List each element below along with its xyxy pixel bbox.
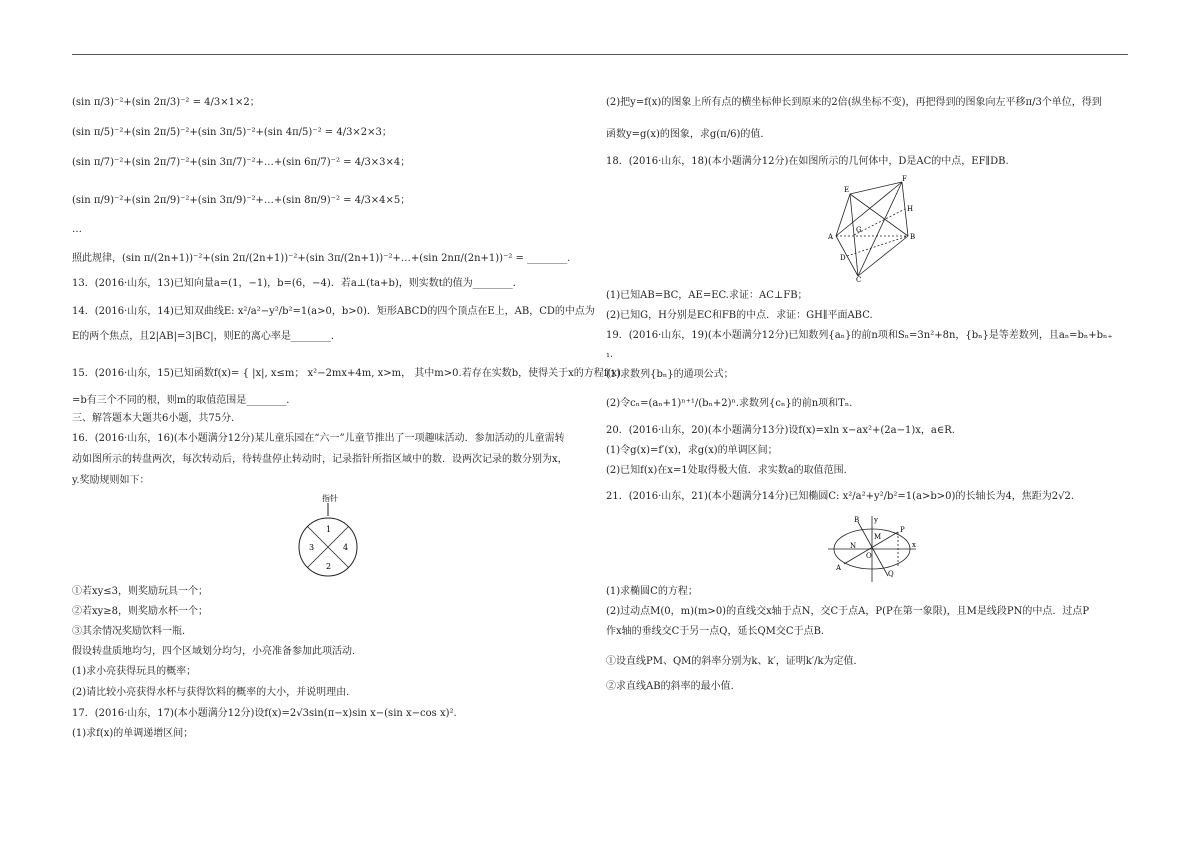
sector-label: 3 — [309, 543, 315, 552]
point-label: P — [900, 526, 905, 534]
text-line: ③其余情况奖励饮料一瓶． — [72, 626, 192, 637]
question-17: 17．(2016·山东，17)(本小题满分12分)设f(x)=2√3sin(π−x)sin x−(sin x−cos x)². — [72, 708, 457, 719]
point-label: A — [836, 564, 842, 572]
vertex-label: F — [902, 175, 907, 183]
text-line: 照此规律，(sin π/(2n+1))⁻²+(sin 2π/(2n+1))⁻²+(sin 3π/(2n+1))⁻²+…+(sin 2nπ/(2n+1))⁻² = ________. — [72, 253, 571, 264]
text-line: (2)把y=f(x)的图象上所有点的横坐标伸长到原来的2倍(纵坐标不变)，再把得到的图象向左平移π/3个单位，得到 — [606, 97, 1102, 108]
text-line: (sin π/5)⁻²+(sin 2π/5)⁻²+(sin 3π/5)⁻²+(sin 4π/5)⁻² = 4/3×2×3； — [72, 127, 392, 138]
vertex-label: G — [856, 226, 862, 234]
text-line: (sin π/7)⁻²+(sin 2π/7)⁻²+(sin 3π/7)⁻²+…+(sin 6π/7)⁻² = 4/3×3×4； — [72, 157, 411, 168]
question-20: 20．(2016·山东，20)(本小题满分13分)设f(x)=xln x−ax²+(2a−1)x，a∈R. — [606, 425, 955, 436]
point-label: O — [866, 552, 872, 560]
header-rule — [72, 54, 1128, 55]
text-line: E的两个焦点，且2|AB|=3|BC|，则E的离心率是________． — [72, 331, 341, 342]
text-line: (2)过动点M(0，m)(m>0)的直线交x轴于点N，交C于点A，P(P在第一象限)，且M是线段PN的中点．过点P — [606, 606, 1090, 617]
text-line: (2)请比较小亮获得水杯与获得饮料的概率的大小，并说明理由． — [72, 687, 357, 698]
text-line: ②若xy≥8，则奖励水杯一个； — [72, 606, 209, 617]
solid-figure — [816, 172, 928, 282]
text-line: (sin π/3)⁻²+(sin 2π/3)⁻² = 4/3×1×2； — [72, 97, 260, 108]
vertex-label: C — [856, 276, 862, 282]
point-label: y — [874, 516, 878, 524]
pointer-label: 指针 — [322, 494, 338, 503]
text-line: (1)令g(x)=f′(x)，求g(x)的单调区间； — [606, 445, 778, 456]
text-line: (1)求f(x)的单调递增区间； — [72, 728, 194, 739]
question-16: 16．(2016·山东，16)(本小题满分12分)某儿童乐园在“六一”儿童节推出了一项趣味活动．参加活动的儿童需转 — [72, 433, 565, 444]
text-line: (2)已知G，H分别是EC和FB的中点．求证：GH∥平面ABC. — [606, 310, 873, 321]
text-line: ①若xy≤3，则奖励玩具一个； — [72, 586, 209, 597]
text-line: … — [72, 224, 82, 235]
text-line: 作x轴的垂线交C于另一点Q，延长QM交C于点B. — [606, 626, 825, 637]
text-line: (sin π/9)⁻²+(sin 2π/9)⁻²+(sin 3π/9)⁻²+…+(sin 8π/9)⁻² = 4/3×4×5； — [72, 195, 411, 206]
text-line: ①设直线PM、QM的斜率分别为k、k′，证明k′/k为定值． — [606, 656, 864, 667]
text-line: (2)已知f(x)在x=1处取得极大值．求实数a的取值范围． — [606, 465, 854, 476]
vertex-label: H — [907, 205, 914, 213]
text-line: (1)求数列{bₙ}的通项公式； — [606, 369, 734, 380]
text-line: (1)求椭圆C的方程； — [606, 586, 698, 597]
ellipse-figure — [826, 514, 918, 584]
question-21: 21．(2016·山东，21)(本小题满分14分)已知椭圆C: x²/a²+y²/b²=1(a>b>0)的长轴长为4，焦距为2√2. — [606, 491, 1075, 502]
section-heading: 三、解答题本大题共6小题，共75分． — [72, 413, 242, 424]
sector-label: 1 — [326, 525, 332, 534]
point-label: B — [854, 516, 860, 524]
question-19: 19．(2016·山东，19)(本小题满分12分)已知数列{aₙ}的前n项和Sₙ=3n²+8n，{bₙ}是等差数列，且aₙ=bₙ+bₙ₊ — [606, 330, 1113, 341]
vertex-label: B — [910, 233, 916, 241]
question-15: 15．(2016·山东，15)已知函数f(x)= { |x|, x≤m； x²−2mx+4m, x>m， 其中m>0.若存在实数b，使得关于x的方程f(x) — [72, 368, 621, 379]
question-13: 13．(2016·山东，13)已知向量a=(1，−1)，b=(6，−4)．若a⊥(ta+b)，则实数t的值为________． — [72, 278, 523, 289]
sector-label: 4 — [343, 543, 349, 552]
text-line: (2)令cₙ=(aₙ+1)ⁿ⁺¹/(bₙ+2)ⁿ.求数列{cₙ}的前n项和Tₙ. — [606, 398, 853, 409]
question-18: 18．(2016·山东，18)(本小题满分12分)在如图所示的几何体中，D是AC的中点，EF∥DB. — [606, 156, 1009, 167]
point-label: Q — [888, 570, 894, 578]
point-label: x — [912, 541, 916, 549]
text-line: ₁. — [606, 349, 614, 360]
text-line: 假设转盘质地均匀，四个区域划分均匀，小亮准备参加此项活动． — [72, 646, 362, 657]
question-14: 14．(2016·山东，14)已知双曲线E: x²/a²−y²/b²=1(a>0，b>0)．矩形ABCD的四个顶点在E上，AB，CD的中点为 — [72, 306, 595, 317]
vertex-label: D — [840, 254, 846, 262]
text-line: 动如图所示的转盘两次，每次转动后，待转盘停止转动时，记录指针所指区域中的数．设两次记录的数分别为x， — [72, 454, 568, 465]
text-line: =b有三个不同的根，则m的取值范围是________． — [72, 395, 297, 406]
text-line: y.奖励规则如下： — [72, 475, 150, 486]
text-line: (1)求小亮获得玩具的概率； — [72, 666, 197, 677]
spinner-figure — [298, 492, 370, 582]
point-label: M — [874, 533, 882, 541]
sector-label: 2 — [326, 562, 332, 571]
text-line: ②求直线AB的斜率的最小值． — [606, 681, 741, 692]
text-line: 函数y=g(x)的图象，求g(π/6)的值． — [606, 129, 771, 140]
vertex-label: A — [828, 233, 834, 241]
vertex-label: E — [844, 186, 850, 194]
text-line: (1)已知AB=BC，AE=EC.求证：AC⊥FB； — [606, 290, 808, 301]
point-label: N — [850, 542, 857, 550]
